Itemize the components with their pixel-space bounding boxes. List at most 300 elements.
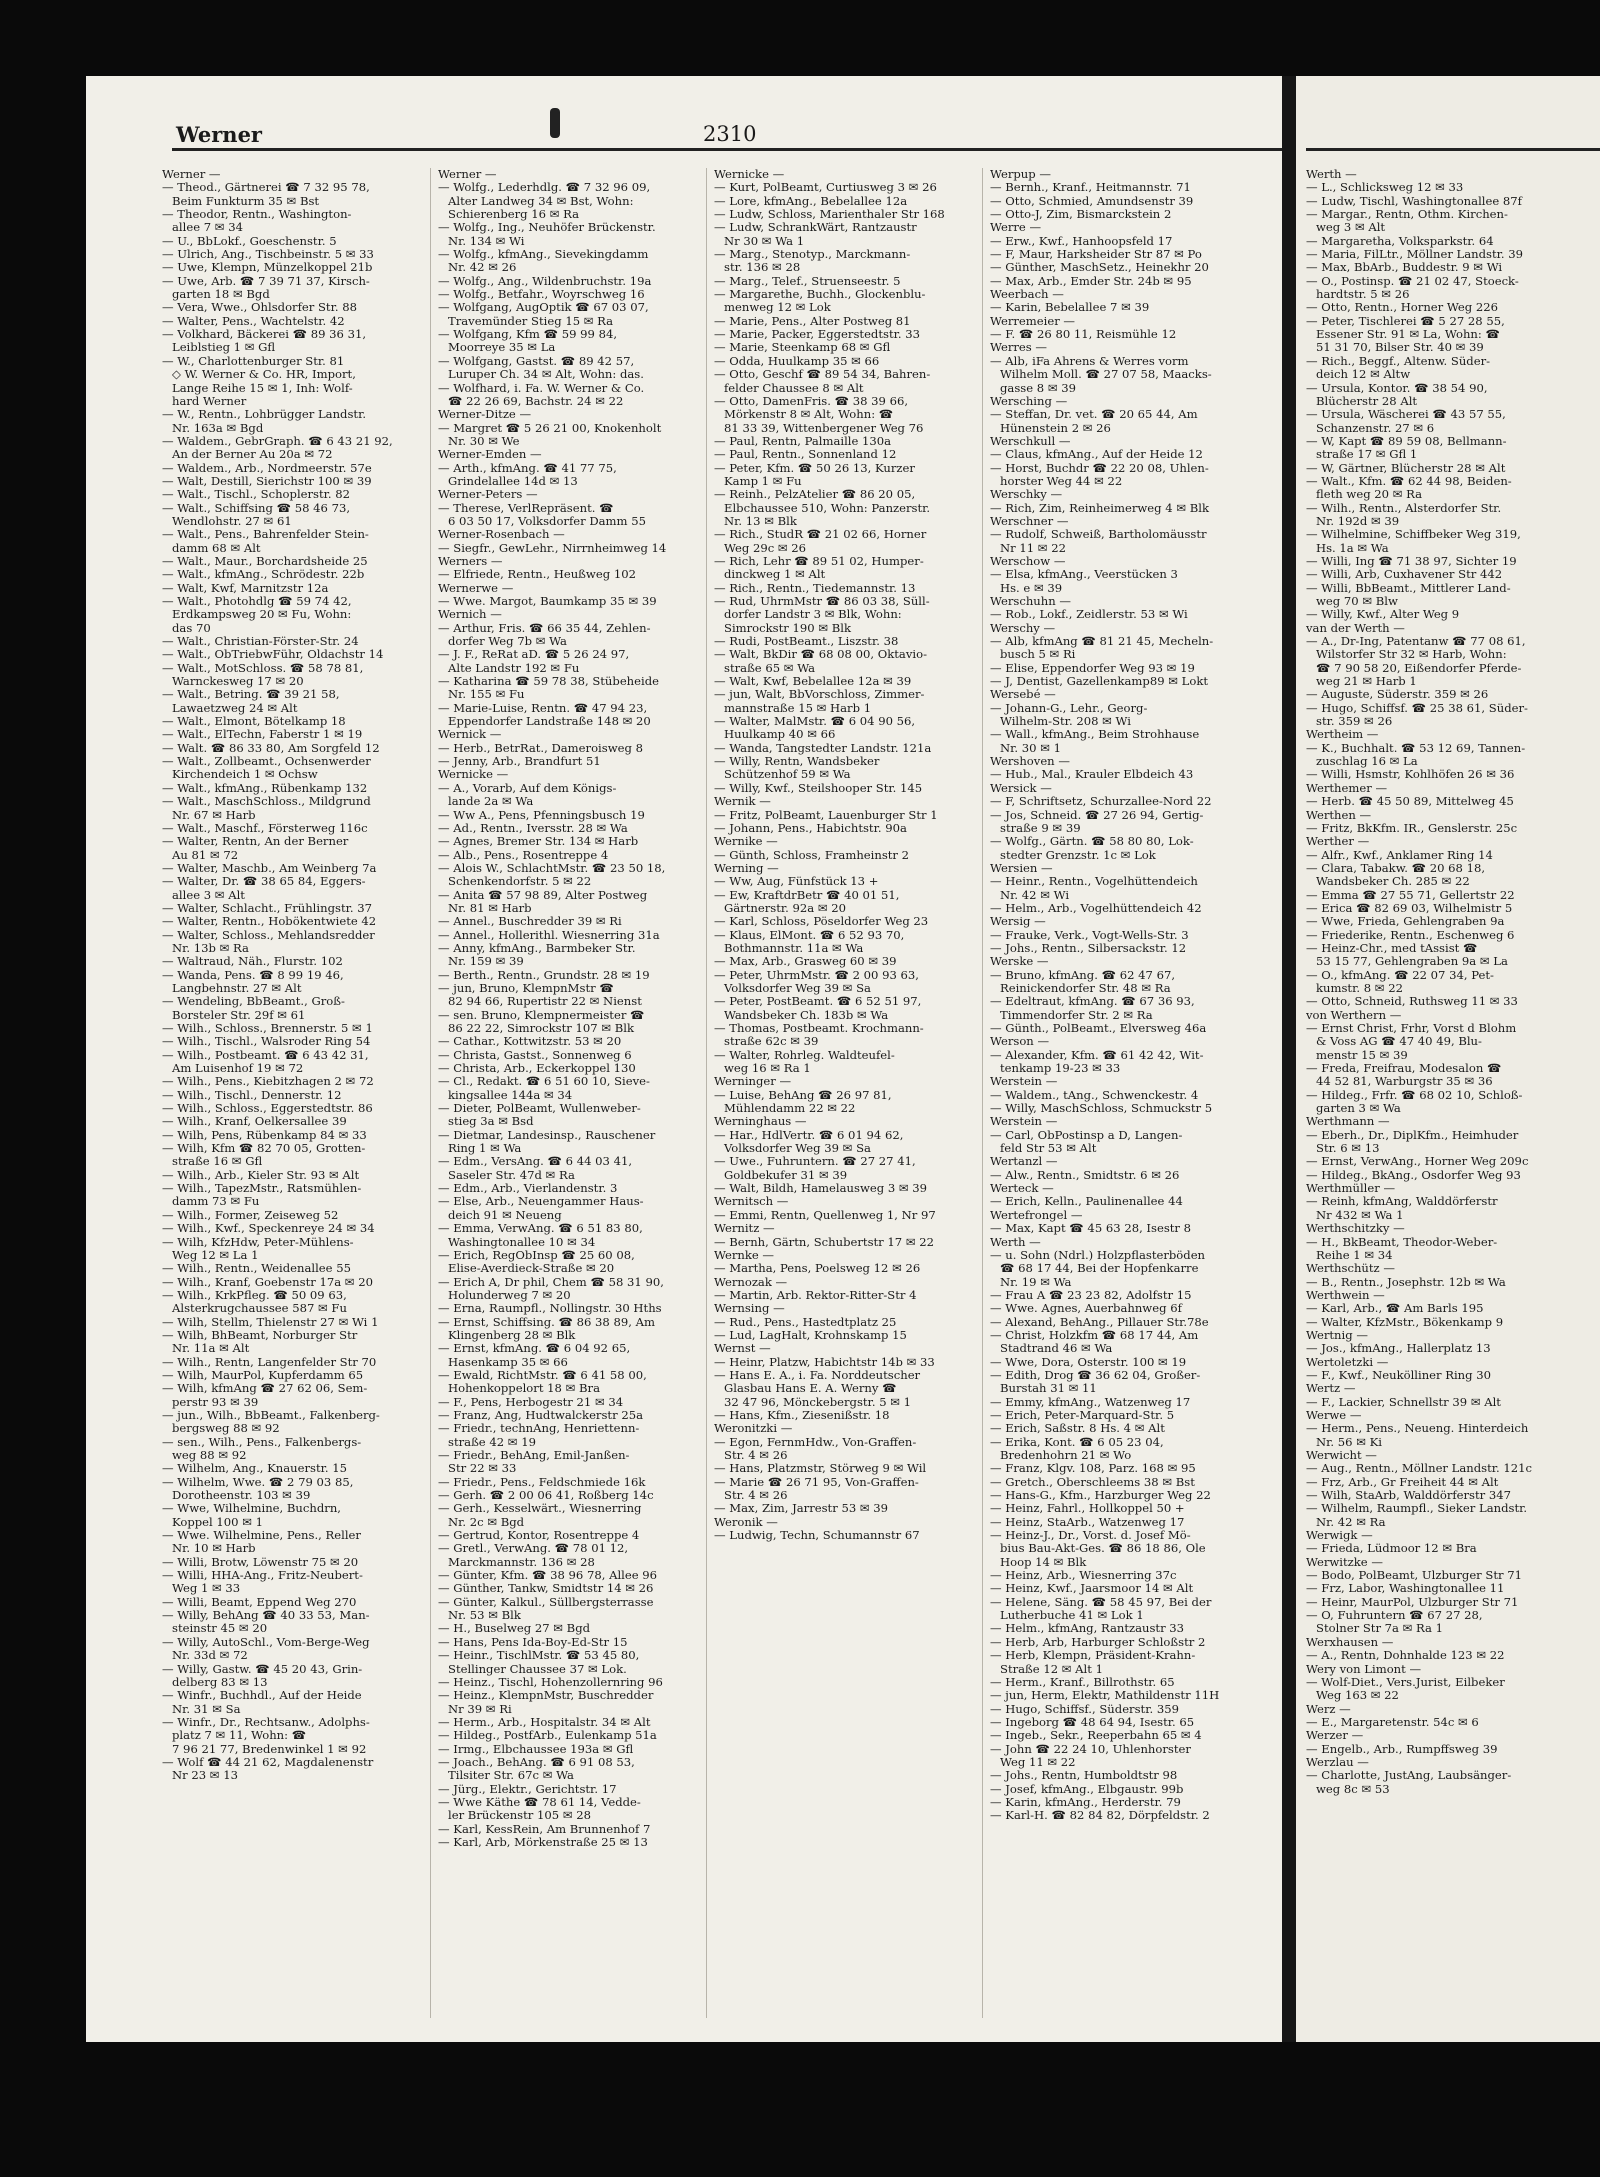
directory-entry-line: — Walt., ObTriebwFühr, Oldachstr 14 <box>162 648 384 662</box>
directory-entry-line: Nr. 159 ✉ 39 <box>448 955 524 969</box>
directory-entry-line: Hs. 1a ✉ Wa <box>1316 541 1389 555</box>
surname-heading: Wernick — <box>438 728 502 742</box>
directory-entry-line: Schanzenstr. 27 ✉ 6 <box>1316 421 1435 435</box>
directory-entry-line: — Alb., Pens., Rosentreppe 4 <box>438 848 609 862</box>
directory-entry-line: — Willy, BehAng ☎ 40 33 53, Man- <box>162 1609 370 1623</box>
directory-entry-line: damm 68 ✉ Alt <box>172 541 261 555</box>
directory-entry-line: Huulkamp 40 ✉ 66 <box>724 728 836 742</box>
directory-entry-line: Straße 12 ✉ Alt 1 <box>1000 1662 1103 1676</box>
directory-entry-line: — Thomas, Postbeamt. Krochmann- <box>714 1022 924 1035</box>
surname-heading: Werth — <box>1306 168 1357 181</box>
surname-heading: Werz — <box>1306 1702 1351 1716</box>
directory-entry-line: — Erw., Kwf., Hanhoopsfeld 17 <box>990 234 1173 248</box>
directory-entry-line: — A., Vorarb, Auf dem Königs- <box>438 781 617 795</box>
facing-header-rule <box>1306 148 1600 151</box>
directory-entry-line: — Erich A, Dr phil, Chem ☎ 58 31 90, <box>438 1275 664 1289</box>
directory-entry-line: — Karl, Schloss, Pöseldorfer Weg 23 <box>714 915 929 929</box>
directory-entry-line: — Walt., Photohdlg ☎ 59 74 42, <box>162 595 352 608</box>
directory-entry-line: das 70 <box>172 621 211 635</box>
surname-heading: Werner-Peters — <box>438 488 538 502</box>
directory-entry-line: — Wwe. Agnes, Auerbahnweg 6f <box>990 1302 1182 1316</box>
surname-heading: Werschow — <box>990 554 1066 568</box>
directory-entry-line: — John ☎ 22 24 10, Uhlenhorster <box>990 1742 1191 1756</box>
directory-entry-line: — Wilh., Kranf, Oelkersallee 39 <box>162 1115 347 1129</box>
directory-entry-line: — Wilh, StaArb, Walddörferstr 347 <box>1306 1489 1512 1503</box>
directory-entry-line: — Wwe Käthe ☎ 78 61 14, Vedde- <box>438 1795 641 1809</box>
directory-entry-line: — Hugo, Schiffsf., Süderstr. 359 <box>990 1702 1179 1716</box>
directory-entry-line: — Willy, Kwf., Steilshooper Str. 145 <box>714 781 923 795</box>
directory-entry-line: — Willi, BbBeamt., Mittlerer Land- <box>1306 581 1511 595</box>
directory-entry-line: delberg 83 ✉ 13 <box>172 1675 268 1689</box>
directory-entry-line: garten 3 ✉ Wa <box>1316 1102 1401 1116</box>
directory-entry-line: — Herm., Pens., Neueng. Hinterdeich <box>1306 1422 1529 1436</box>
directory-entry-line: Elbchaussee 510, Wohn: Panzerstr. <box>724 501 931 515</box>
directory-entry-line: — F., Pens, Herbogestr 21 ✉ 34 <box>438 1395 624 1409</box>
directory-entry-line: — Max, Zim, Jarrestr 53 ✉ 39 <box>714 1502 889 1516</box>
directory-entry-line: — Wolfgang, Gastst. ☎ 89 42 57, <box>438 354 635 368</box>
surname-heading: Wernsing — <box>714 1302 785 1316</box>
surname-heading: Werthschütz — <box>1306 1262 1395 1276</box>
directory-entry-line: — Walt. ☎ 86 33 80, Am Sorgfeld 12 <box>162 741 380 755</box>
directory-entry-line: — Uwe, Arb. ☎ 7 39 71 37, Kirsch- <box>162 274 370 288</box>
directory-entry-line: — Franz, Klgv. 108, Parz. 168 ✉ 95 <box>990 1462 1196 1476</box>
directory-entry-line: — Johann-G., Lehr., Georg- <box>990 701 1148 715</box>
directory-entry-line: — Karin, Bebelallee 7 ✉ 39 <box>990 301 1150 315</box>
surname-heading: Werthmann — <box>1306 1115 1390 1129</box>
directory-entry-line: — Wilh., Kwf., Speckenreye 24 ✉ 34 <box>162 1222 375 1236</box>
directory-entry-line: Nr. 30 ✉ We <box>448 434 520 448</box>
surname-heading: Werner-Emden — <box>438 448 542 462</box>
surname-heading: Werwicht — <box>1306 1449 1377 1462</box>
directory-entry-line: stieg 3a ✉ Bsd <box>448 1115 534 1129</box>
directory-entry-line: — Heinz., Tischl, Hohenzollernring 96 <box>438 1675 663 1689</box>
directory-entry-line: — Wilh., Rentn., Weidenallee 55 <box>162 1262 351 1276</box>
directory-entry-line: — Walter, Rentn., Hobökentwiete 42 <box>162 915 377 929</box>
directory-entry-line: dorfer Weg 7b ✉ Wa <box>448 635 567 649</box>
directory-entry-line: — Alb, iFa Ahrens & Werres vorm <box>990 354 1189 368</box>
surname-heading: Werth — <box>990 1235 1041 1249</box>
directory-entry-line: — jun, Herm, Elektr, Mathildenstr 11H <box>990 1689 1220 1703</box>
directory-entry-line: Schenkendorfstr. 5 ✉ 22 <box>448 875 592 889</box>
directory-entry-line: Weg 1 ✉ 33 <box>172 1582 241 1596</box>
directory-entry-line: — Erich, RegObInsp ☎ 25 60 08, <box>438 1248 635 1262</box>
directory-entry-line: — Siegfr., GewLehr., Nirrnheimweg 14 <box>438 541 667 555</box>
directory-entry-line: — Maria, FilLtr., Möllner Landstr. 39 <box>1306 248 1524 262</box>
directory-entry-line: Nr 432 ✉ Wa 1 <box>1316 1208 1404 1222</box>
directory-entry-line: straße 17 ✉ Gfl 1 <box>1316 448 1418 462</box>
directory-entry-line: — Karl, Arb., ☎ Am Barls 195 <box>1306 1302 1484 1316</box>
directory-entry-line: — Aug., Rentn., Möllner Landstr. 121c <box>1306 1462 1533 1476</box>
directory-entry-line: — Walt., MaschSchloss., Mildgrund <box>162 795 371 809</box>
directory-entry-line: Bredenhohrn 21 ✉ Wo <box>1000 1449 1132 1462</box>
surname-heading: Wersig — <box>990 915 1046 929</box>
directory-entry-line: — Wolfgang, Kfm ☎ 59 99 84, <box>438 328 618 342</box>
directory-entry-line: — Wilh, MaurPol, Kupferdamm 65 <box>162 1368 364 1382</box>
directory-entry-line: — Christa, Gastst., Sonnenweg 6 <box>438 1048 632 1062</box>
directory-entry-line: — Wilh., KrkPfleg. ☎ 50 09 63, <box>162 1288 347 1302</box>
surname-heading: Werner-Ditze — <box>438 408 532 422</box>
directory-entry-line: — Agnes, Bremer Str. 134 ✉ Harb <box>438 835 639 849</box>
directory-column-2 <box>438 168 696 2018</box>
directory-entry-line: — Hans, Platzmstr, Störweg 9 ✉ Wil <box>714 1462 927 1476</box>
directory-entry-line: weg 3 ✉ Alt <box>1316 221 1386 235</box>
directory-entry-line: Wilhelm Moll. ☎ 27 07 58, Maacks- <box>1000 368 1212 382</box>
directory-entry-line: — Waldem., Arb., Nordmeerstr. 57e <box>162 461 372 475</box>
directory-entry-line: Stadtrand 46 ✉ Wa <box>1000 1342 1113 1356</box>
directory-entry-line: ◇ W. Werner & Co. HR, Import, <box>172 368 356 382</box>
directory-entry-line: — Winfr., Buchhdl., Auf der Heide <box>162 1689 362 1703</box>
surname-heading: Werzlau — <box>1306 1755 1369 1769</box>
directory-entry-line: — Josef, kfmAng., Elbgaustr. 99b <box>990 1782 1184 1796</box>
directory-entry-line: Timmendorfer Str. 2 ✉ Ra <box>1000 1008 1153 1022</box>
directory-entry-line: Stellinger Chaussee 37 ✉ Lok. <box>448 1662 627 1676</box>
directory-entry-line: — Gretch., Oberschleems 38 ✉ Bst <box>990 1475 1195 1489</box>
directory-entry-line: — Willy, Gastw. ☎ 45 20 43, Grin- <box>162 1662 363 1676</box>
surname-heading: Wernitsch — <box>714 1195 789 1209</box>
directory-entry-line: Nr. 42 ✉ Ra <box>1316 1515 1386 1529</box>
directory-entry-line: — Herb., BetrRat., Dameroisweg 8 <box>438 741 643 755</box>
directory-entry-line: — Reinh., PelzAtelier ☎ 86 20 05, <box>714 488 916 502</box>
directory-entry-line: — Luise, BehAng ☎ 26 97 81, <box>714 1088 892 1102</box>
directory-entry-line: Kirchendeich 1 ✉ Ochsw <box>172 768 318 782</box>
surname-heading: Weronitzki — <box>714 1422 793 1436</box>
directory-entry-line: — Wilh., Arb., Kieler Str. 93 ✉ Alt <box>162 1168 360 1182</box>
surname-heading: Wernerwe — <box>438 581 514 595</box>
directory-entry-line: — Marie-Luise, Rentn. ☎ 47 94 23, <box>438 701 648 715</box>
directory-entry-line: — Günth, Schloss, Framheinstr 2 <box>714 848 910 862</box>
directory-entry-line: — Alexander, Kfm. ☎ 61 42 42, Wit- <box>990 1048 1204 1062</box>
directory-entry-line: Nr. 11a ✉ Alt <box>172 1342 250 1356</box>
directory-entry-line: — Peter, Kfm. ☎ 50 26 13, Kurzer <box>714 461 915 475</box>
directory-entry-line: — Ew, KraftdrBetr ☎ 40 01 51, <box>714 888 900 902</box>
directory-entry-line: Nr 30 ✉ Wa 1 <box>724 234 805 248</box>
directory-entry-line: Elise-Averdieck-Straße ✉ 20 <box>448 1262 615 1276</box>
directory-entry-line: Goldbekufer 31 ✉ 39 <box>724 1168 848 1182</box>
directory-entry-line: — Fritz, PolBeamt, Lauenburger Str 1 <box>714 808 938 822</box>
directory-entry-line: — Rich, Zim, Reinheimerweg 4 ✉ Blk <box>990 501 1209 515</box>
surname-heading: van der Werth — <box>1306 621 1405 635</box>
directory-entry-line: Weg 11 ✉ 22 <box>1000 1755 1076 1769</box>
directory-entry-line: — Walt., Pens., Bahrenfelder Stein- <box>162 528 369 542</box>
directory-entry-line: ☎ 68 17 44, Bei der Hopfenkarre <box>1000 1262 1199 1276</box>
directory-entry-line: hard Werner <box>172 394 247 408</box>
directory-entry-line: — W, Gärtner, Blücherstr 28 ✉ Alt <box>1306 461 1506 475</box>
directory-entry-line: Langbehnstr. 27 ✉ Alt <box>172 981 302 995</box>
directory-column-4 <box>990 168 1252 2018</box>
directory-entry-line: — Hans-G., Kfm., Harzburger Weg 22 <box>990 1489 1211 1503</box>
directory-entry-line: — F., Lackier, Schnellstr 39 ✉ Alt <box>1306 1395 1501 1409</box>
surname-heading: Werson — <box>990 1035 1050 1049</box>
directory-entry-line: — Wwe, Frieda, Gehlengraben 9a <box>1306 915 1505 929</box>
surname-heading: Wershoven — <box>990 755 1070 769</box>
directory-entry-line: Glasbau Hans E. A. Werny ☎ <box>724 1382 897 1396</box>
directory-entry-line: Nr. 2c ✉ Bgd <box>448 1515 525 1529</box>
directory-entry-line: — Heinz, Fahrl., Hollkoppel 50 + <box>990 1502 1185 1516</box>
directory-entry-line: dorfer Landstr 3 ✉ Blk, Wohn: <box>724 608 902 622</box>
directory-entry-line: — Ingeb., Sekr., Reeperbahn 65 ✉ 4 <box>990 1729 1202 1743</box>
directory-entry-line: perstr 93 ✉ 39 <box>172 1395 259 1409</box>
directory-entry-line: — Lud, LagHalt, Krohnskamp 15 <box>714 1328 907 1342</box>
surname-heading: Wernke — <box>714 1248 775 1262</box>
directory-entry-line: An der Berner Au 20a ✉ 72 <box>172 448 333 462</box>
surname-heading: Wernich — <box>438 608 502 622</box>
directory-entry-line: Nr. 192d ✉ 39 <box>1316 514 1400 528</box>
directory-entry-line: — Wilh, Pens, Rübenkamp 84 ✉ 33 <box>162 1128 367 1142</box>
directory-entry-line: — Wilh, kfmAng ☎ 27 62 06, Sem- <box>162 1382 368 1396</box>
surname-heading: Werner — <box>162 168 221 181</box>
directory-entry-line: — Wilh, Kfm ☎ 82 70 05, Grotten- <box>162 1142 366 1156</box>
directory-entry-line: — Ursula, Wäscherei ☎ 43 57 55, <box>1306 408 1506 422</box>
directory-entry-line: Nr 23 ✉ 13 <box>172 1769 238 1783</box>
directory-entry-line: — Hub., Mal., Krauler Elbdeich 43 <box>990 768 1194 782</box>
directory-entry-line: — Ww A., Pens, Pfenningsbusch 19 <box>438 808 645 822</box>
directory-entry-line: — Emma, VerwAng. ☎ 6 51 83 80, <box>438 1222 643 1236</box>
directory-entry-line: — Walter, Rohrleg. Waldteufel- <box>714 1048 895 1062</box>
surname-heading: Wersick — <box>990 781 1052 795</box>
directory-entry-line: — Günter, Kalkul., Süllbergsterrasse <box>438 1595 654 1609</box>
directory-entry-line: — Wanda, Tangstedter Landstr. 121a <box>714 741 932 755</box>
directory-entry-line: — Wall., kfmAng., Beim Strohhause <box>990 728 1200 742</box>
surname-heading: Wersching — <box>990 394 1068 408</box>
directory-entry-line: — Ernst Christ, Frhr, Vorst d Blohm <box>1306 1022 1517 1035</box>
directory-entry-line: — O., Postinsp. ☎ 21 02 47, Stoeck- <box>1306 274 1519 288</box>
directory-entry-line: — Walt., kfmAng., Schrödestr. 22b <box>162 568 365 582</box>
directory-entry-line: — L., Schlicksweg 12 ✉ 33 <box>1306 181 1464 195</box>
directory-entry-line: lande 2a ✉ Wa <box>448 795 534 809</box>
directory-entry-line: busch 5 ✉ Ri <box>1000 648 1076 662</box>
directory-entry-line: — Heinr, Platzw, Habichtstr 14b ✉ 33 <box>714 1355 935 1369</box>
directory-entry-line: — Margaretha, Volksparkstr. 64 <box>1306 234 1494 248</box>
surname-heading: Wersebé — <box>990 688 1056 702</box>
directory-entry-line: — Otto, DamenFris. ☎ 38 39 66, <box>714 394 909 408</box>
directory-entry-line: — Max, Arb., Emder Str. 24b ✉ 95 <box>990 274 1192 288</box>
directory-entry-line: deich 12 ✉ Altw <box>1316 368 1411 382</box>
directory-entry-line: — Ewald, RichtMstr. ☎ 6 41 58 00, <box>438 1368 647 1382</box>
directory-entry-line: — Walter, Rentn, An der Berner <box>162 835 349 849</box>
column-divider <box>430 168 431 2018</box>
directory-entry-line: Weg 163 ✉ 22 <box>1316 1689 1399 1703</box>
directory-entry-line: — Rich., Rentn., Tiedemannstr. 13 <box>714 581 916 595</box>
directory-entry-line: Nr. 53 ✉ Blk <box>448 1609 521 1623</box>
directory-entry-line: — Else, Arb., Neuengammer Haus- <box>438 1195 644 1209</box>
directory-entry-line: — Wilh, Stellm, Thielenstr 27 ✉ Wi 1 <box>162 1315 379 1329</box>
directory-entry-line: ☎ 7 90 58 20, Eißendorfer Pferde- <box>1316 661 1522 675</box>
directory-entry-line: Hohenkoppelort 18 ✉ Bra <box>448 1382 600 1396</box>
directory-entry-line: — Har., HdlVertr. ☎ 6 01 94 62, <box>714 1128 904 1142</box>
surname-heading: Werstein — <box>990 1075 1058 1089</box>
surname-heading: Werner — <box>438 168 497 181</box>
directory-entry-line: — Elsa, kfmAng., Veerstücken 3 <box>990 568 1178 582</box>
directory-entry-line: — Willi, HHA-Ang., Fritz-Neubert- <box>162 1569 363 1583</box>
header-rule <box>172 148 1282 151</box>
directory-entry-line: — Helene, Säng. ☎ 58 45 97, Bei der <box>990 1595 1212 1609</box>
directory-entry-line: — Wolfg., Ang., Wildenbruchstr. 19a <box>438 274 652 288</box>
directory-entry-line: — F, Maur, Harksheider Str 87 ✉ Po <box>990 248 1202 262</box>
column-divider <box>706 168 707 2018</box>
directory-entry-line: allee 7 ✉ 34 <box>172 221 243 235</box>
directory-entry-line: — Carl, ObPostinsp a D, Langen- <box>990 1128 1183 1142</box>
surname-heading: Weerbach — <box>990 288 1064 302</box>
directory-entry-line: — Günth., PolBeamt., Elversweg 46a <box>990 1022 1207 1035</box>
surname-heading: Werschuhn — <box>990 595 1071 608</box>
directory-entry-line: — Wolfgang, AugOptik ☎ 67 03 07, <box>438 301 649 315</box>
directory-entry-line: Nr. 81 ✉ Harb <box>448 901 532 915</box>
directory-entry-line: — Walt., Elmont, Bötelkamp 18 <box>162 715 346 729</box>
directory-entry-line: 44 52 81, Warburgstr 35 ✉ 36 <box>1316 1075 1493 1089</box>
directory-entry-line: — jun, Bruno, KlempnMstr ☎ <box>438 981 614 995</box>
directory-entry-line: — Edeltraut, kfmAng. ☎ 67 36 93, <box>990 995 1195 1009</box>
directory-entry-line: Koppel 100 ✉ 1 <box>172 1515 264 1529</box>
directory-entry-line: — Alb, kfmAng ☎ 81 21 45, Mecheln- <box>990 635 1214 649</box>
directory-entry-line: Wilstorfer Str 32 ✉ Harb, Wohn: <box>1316 648 1507 662</box>
directory-entry-line: Nr. 13 ✉ Blk <box>724 514 797 528</box>
directory-entry-line: — Wwe. Margot, Baumkamp 35 ✉ 39 <box>438 595 657 608</box>
directory-entry-line: — Walt., Schiffsing ☎ 58 46 73, <box>162 501 351 515</box>
directory-entry-line: — Ludw, SchrankWärt, Rantzaustr <box>714 221 917 235</box>
surname-heading: Wertnig — <box>1306 1328 1368 1342</box>
directory-entry-line: — Wolfg., Ing., Neuhöfer Brückenstr. <box>438 221 656 235</box>
directory-entry-line: — Walt., Betring. ☎ 39 21 58, <box>162 688 340 702</box>
directory-entry-line: — Charlotte, JustAng, Laubsänger- <box>1306 1769 1512 1783</box>
directory-entry-line: — Willi, Beamt, Eppend Weg 270 <box>162 1595 357 1609</box>
directory-entry-line: Blücherstr 28 Alt <box>1316 394 1418 408</box>
directory-entry-line: — Wilh., TapezMstr., Ratsmühlen- <box>162 1182 362 1196</box>
directory-entry-line: — Hildeg., BkAng., Osdorfer Weg 93 <box>1306 1168 1521 1182</box>
directory-entry-line: — Wilh., Tischl., Walsroder Ring 54 <box>162 1035 371 1049</box>
directory-entry-line: — Herb. ☎ 45 50 89, Mittelweg 45 <box>1306 795 1514 809</box>
directory-entry-line: — Odda, Huulkamp 35 ✉ 66 <box>714 354 880 368</box>
directory-entry-line: mannstraße 15 ✉ Harb 1 <box>724 701 872 715</box>
directory-entry-line: — Erich, Saßstr. 8 Hs. 4 ✉ Alt <box>990 1422 1165 1436</box>
directory-entry-line: — Wanda, Pens. ☎ 8 99 19 46, <box>162 968 344 982</box>
directory-entry-line: Nr. 31 ✉ Sa <box>172 1702 241 1716</box>
directory-entry-line: — H., Buselweg 27 ✉ Bgd <box>438 1622 591 1636</box>
directory-entry-line: Nr 11 ✉ 22 <box>1000 541 1066 555</box>
directory-entry-line: — Wilh., Rentn, Langenfelder Str 70 <box>162 1355 377 1369</box>
directory-entry-line: — Friedr., BehAng, Emil-Janßen- <box>438 1449 630 1462</box>
directory-entry-line: — Alfr., Kwf., Anklamer Ring 14 <box>1306 848 1493 862</box>
directory-entry-line: — Walt, Kwf, Marnitzstr 12a <box>162 581 329 595</box>
directory-entry-line: — Walt, Destill, Sierichstr 100 ✉ 39 <box>162 474 372 488</box>
directory-entry-line: — Ernst, Schiffsing. ☎ 86 38 89, Am <box>438 1315 655 1329</box>
directory-entry-line: — Johs., Rentn, Humboldtstr 98 <box>990 1769 1178 1783</box>
directory-entry-line: — Marg., Telef., Struenseestr. 5 <box>714 274 901 288</box>
directory-entry-line: Schierenberg 16 ✉ Ra <box>448 208 580 222</box>
directory-entry-line: — Cathar., Kottwitzstr. 53 ✉ 20 <box>438 1035 622 1049</box>
directory-entry-line: — Martha, Pens, Poelsweg 12 ✉ 26 <box>714 1262 921 1276</box>
directory-entry-line: — Rich., Beggf., Altenw. Süder- <box>1306 354 1491 368</box>
directory-entry-line: Stolner Str 7a ✉ Ra 1 <box>1316 1622 1444 1636</box>
directory-entry-line: — Elise, Eppendorfer Weg 93 ✉ 19 <box>990 661 1195 675</box>
directory-entry-line: — Auguste, Süderstr. 359 ✉ 26 <box>1306 688 1489 702</box>
directory-entry-line: — Jürg., Elektr., Gerichtstr. 17 <box>438 1782 617 1796</box>
directory-entry-line: 82 94 66, Rupertistr 22 ✉ Nienst <box>448 995 642 1009</box>
surname-heading: Wernik — <box>714 795 771 809</box>
directory-column-3 <box>714 168 970 2018</box>
surname-heading: Wertefrongel — <box>990 1208 1083 1222</box>
directory-entry-line: — Hans E. A., i. Fa. Norddeutscher <box>714 1368 921 1382</box>
directory-entry-line: 7 96 21 77, Bredenwinkel 1 ✉ 92 <box>172 1742 367 1756</box>
directory-entry-line: Schützenhof 59 ✉ Wa <box>724 768 851 782</box>
directory-entry-line: — Emma ☎ 27 55 71, Gellertstr 22 <box>1306 888 1515 902</box>
directory-entry-line: Marckmannstr. 136 ✉ 28 <box>448 1555 595 1569</box>
directory-entry-line: — Wolfg., kfmAng., Sievekingdamm <box>438 248 649 262</box>
directory-entry-line: — Friedr., Pens., Feldschmiede 16k <box>438 1475 646 1489</box>
directory-entry-line: kingsallee 144a ✉ 34 <box>448 1088 573 1102</box>
directory-entry-line: — U., BbLokf., Goeschenstr. 5 <box>162 234 337 248</box>
directory-entry-line: — Helm., kfmAng, Rantzaustr 33 <box>990 1622 1185 1636</box>
directory-entry-line: Travemünder Stieg 15 ✉ Ra <box>448 314 614 328</box>
directory-entry-line: — Egon, FernmHdw., Von-Graffen- <box>714 1435 917 1449</box>
directory-entry-line: & Voss AG ☎ 47 40 49, Blu- <box>1316 1035 1482 1049</box>
directory-entry-line: — sen., Wilh., Pens., Falkenbergs- <box>162 1435 362 1449</box>
surname-heading: Wernozak — <box>714 1275 788 1289</box>
header-name: Werner <box>176 122 262 147</box>
directory-entry-line: — O, Fuhruntern ☎ 67 27 28, <box>1306 1609 1483 1623</box>
directory-entry-line: — Anny, kfmAng., Barmbeker Str. <box>438 941 636 955</box>
directory-entry-line: — Engelb., Arb., Rumpffsweg 39 <box>1306 1742 1498 1756</box>
directory-entry-line: — Friederike, Rentn., Eschenweg 6 <box>1306 928 1515 942</box>
directory-entry-line: — Irmg., Elbchaussee 193a ✉ Gfl <box>438 1742 634 1756</box>
directory-entry-line: Kamp 1 ✉ Fu <box>724 474 802 488</box>
directory-entry-line: — Dieter, PolBeamt, Wullenweber- <box>438 1102 641 1116</box>
directory-entry-line: Wendlohstr. 27 ✉ 61 <box>172 514 292 528</box>
directory-entry-line: — Günther, Tankw, Smidtstr 14 ✉ 26 <box>438 1582 654 1596</box>
directory-entry-line: Ring 1 ✉ Wa <box>448 1142 522 1156</box>
directory-entry-line: 51 31 70, Bilser Str. 40 ✉ 39 <box>1316 341 1484 355</box>
directory-entry-line: Nr. 134 ✉ Wi <box>448 234 525 248</box>
directory-entry-line: — Therese, VerlRepräsent. ☎ <box>438 501 614 515</box>
directory-entry-line: 86 22 22, Simrockstr 107 ✉ Blk <box>448 1022 634 1035</box>
surname-heading: Werremeier — <box>990 314 1076 328</box>
directory-page <box>86 76 1282 2042</box>
directory-entry-line: — Bernh., Kranf., Heitmannstr. 71 <box>990 181 1191 195</box>
surname-heading: Werwitzke — <box>1306 1555 1383 1569</box>
surname-heading: Weronik — <box>714 1515 778 1529</box>
surname-heading: Werninger — <box>714 1075 792 1089</box>
directory-entry-line: straße 65 ✉ Wa <box>724 661 816 675</box>
directory-entry-line: Str. 6 ✉ 13 <box>1316 1142 1380 1156</box>
directory-entry-line: — Theodor, Rentn., Washington- <box>162 208 352 222</box>
directory-entry-line: Weg 29c ✉ 26 <box>724 541 807 555</box>
directory-entry-line: — Wolfg., Lederhdlg. ☎ 7 32 96 09, <box>438 181 651 195</box>
directory-entry-line: — Wolf-Diet., Vers.Jurist, Eilbeker <box>1306 1675 1505 1689</box>
directory-entry-line: — Paul, Rentn, Palmaille 130a <box>714 434 892 448</box>
surname-heading: Wernst — <box>714 1342 771 1356</box>
surname-heading: Werninghaus — <box>714 1115 807 1129</box>
directory-entry-line: ler Brückenstr 105 ✉ 28 <box>448 1809 591 1823</box>
directory-entry-line: bergsweg 88 ✉ 92 <box>172 1422 280 1436</box>
directory-entry-line: Wandsbeker Ch. 285 ✉ 22 <box>1316 875 1470 889</box>
directory-entry-line: — Wilhelm, Wwe. ☎ 2 79 03 85, <box>162 1475 354 1489</box>
directory-entry-line: — Otto, Schmied, Amundsenstr 39 <box>990 194 1194 208</box>
directory-entry-line: — B., Rentn., Josephstr. 12b ✉ Wa <box>1306 1275 1506 1289</box>
page-number: 2310 <box>703 122 757 146</box>
surname-heading: Werxhausen — <box>1306 1635 1394 1649</box>
directory-entry-line: allee 3 ✉ Alt <box>172 888 245 902</box>
directory-entry-line: — Emmy, kfmAng., Watzenweg 17 <box>990 1395 1191 1409</box>
directory-entry-line: — Wilhelm, Ang., Knauerstr. 15 <box>162 1462 348 1476</box>
surname-heading: Werre — <box>990 221 1042 235</box>
surname-heading: Werschner — <box>990 514 1069 528</box>
directory-entry-line: — sen. Bruno, Klempnermeister ☎ <box>438 1008 645 1022</box>
directory-entry-line: — Alois W., SchlachtMstr. ☎ 23 50 18, <box>438 861 666 875</box>
directory-entry-line: — J, Dentist, Gazellenkamp89 ✉ Lokt <box>990 675 1209 689</box>
directory-entry-line: tenkamp 19-23 ✉ 33 <box>1000 1062 1121 1076</box>
surname-heading: Werpup — <box>990 168 1051 181</box>
surname-heading: Werstein — <box>990 1115 1058 1129</box>
directory-entry-line: weg 8c ✉ 53 <box>1316 1782 1390 1796</box>
